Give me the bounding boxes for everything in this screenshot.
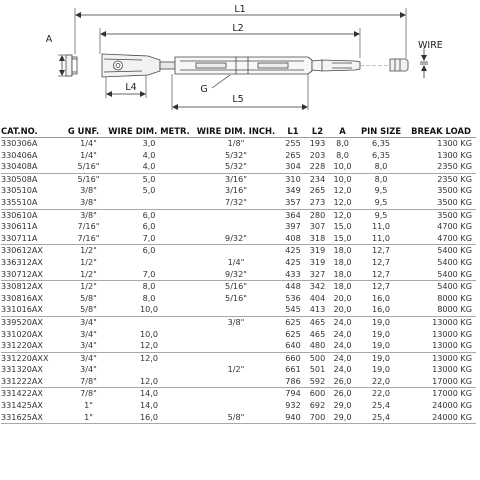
table-cell: 330612AX xyxy=(1,245,43,256)
table-cell: 331320AX xyxy=(1,364,43,375)
table-row xyxy=(1,185,476,197)
table-cell: 11,0 xyxy=(371,221,391,232)
table-cell: 5,0 xyxy=(142,185,156,196)
table-cell: 1/4" xyxy=(80,138,97,148)
table-cell: 2350 KG xyxy=(437,173,472,184)
table-row xyxy=(1,376,476,388)
table-row xyxy=(1,150,476,162)
table-cell: 9/32" xyxy=(192,233,280,245)
table-cell: 304 xyxy=(280,161,306,173)
table-cell: 25,4 xyxy=(371,400,391,411)
table-cell: 1" xyxy=(84,400,93,411)
column-header: L2 xyxy=(306,124,329,138)
table-cell: 14,0 xyxy=(139,388,159,399)
table-cell: 3/4" xyxy=(80,316,97,327)
table-cell: 18,0 xyxy=(333,256,352,267)
table-cell: 19,0 xyxy=(371,316,391,327)
table-cell: 413 xyxy=(306,304,329,316)
table-cell: 2350 KG xyxy=(406,161,476,173)
table-cell: 3/8" xyxy=(80,185,97,196)
label-l4: L4 xyxy=(125,82,137,93)
table-row xyxy=(1,281,476,293)
table-cell xyxy=(106,316,192,328)
table-cell: 1300 KG xyxy=(437,149,472,160)
table-cell: 24,0 xyxy=(333,352,352,363)
table-cell: 22,0 xyxy=(356,376,406,388)
table-cell: 19,0 xyxy=(356,340,406,352)
table-cell: 20,0 xyxy=(333,292,352,303)
table-cell: 5/16" xyxy=(61,161,106,173)
table-cell: 29,0 xyxy=(333,400,352,411)
table-cell: 273 xyxy=(306,197,329,209)
table-cell: 6,0 xyxy=(142,245,156,256)
table-cell: 19,0 xyxy=(371,328,391,339)
table-cell: 16,0 xyxy=(106,412,192,424)
table-cell: 661 xyxy=(285,364,301,375)
table-cell: 12,0 xyxy=(106,340,192,352)
table-cell: 3500 KG xyxy=(406,197,476,209)
table-cell: 12,0 xyxy=(106,376,192,388)
table-row xyxy=(1,400,476,412)
table-cell: 10,0 xyxy=(106,304,192,316)
table-cell: 3/4" xyxy=(80,352,97,363)
table-cell: 29,0 xyxy=(329,412,356,424)
table-cell: 330406A xyxy=(1,149,38,160)
table-cell: 5/8" xyxy=(80,292,97,303)
table-cell: 331220AX xyxy=(1,340,61,352)
table-cell: 331422AX xyxy=(1,388,43,399)
table-cell: 310 xyxy=(285,173,301,184)
table-cell: 331425AX xyxy=(1,400,43,411)
table-cell: 4,0 xyxy=(106,161,192,173)
table-cell: 12,7 xyxy=(371,256,391,267)
table-row xyxy=(1,304,476,316)
label-l2: L2 xyxy=(232,23,244,34)
table-cell: 465 xyxy=(309,316,326,327)
table-cell: 692 xyxy=(309,400,326,411)
table-cell: 500 xyxy=(309,352,326,363)
table-cell: 1/2" xyxy=(80,256,97,267)
table-cell: 319 xyxy=(309,256,326,267)
table-cell: 6,35 xyxy=(371,138,391,148)
table-cell: 331222AX xyxy=(1,376,61,388)
table-cell xyxy=(192,209,280,221)
table-cell: 3/4" xyxy=(80,328,97,339)
table-cell: 4,0 xyxy=(142,149,156,160)
table-cell: 331016AX xyxy=(1,304,61,316)
table-cell: 3/8" xyxy=(227,316,245,327)
table-cell: 13000 KG xyxy=(406,340,476,352)
table-cell: 15,0 xyxy=(329,233,356,245)
table-cell: 3500 KG xyxy=(437,209,472,220)
table-cell: 265 xyxy=(309,185,326,196)
table-cell: 331220AXX xyxy=(1,352,49,363)
table-cell: 1/2" xyxy=(227,364,245,375)
table-row xyxy=(1,293,476,305)
table-cell: 1/8" xyxy=(227,138,245,148)
table-cell: 7/16" xyxy=(77,221,100,232)
table-cell: 794 xyxy=(285,388,301,399)
table-cell: 7/8" xyxy=(61,376,106,388)
table-cell: 330712AX xyxy=(1,269,61,281)
table-cell: 397 xyxy=(285,221,301,232)
table-cell: 592 xyxy=(306,376,329,388)
table-cell: 330508A xyxy=(1,173,38,184)
table-row xyxy=(1,340,476,352)
table-cell: 9/32" xyxy=(192,269,280,281)
table-cell: 7,0 xyxy=(106,233,192,245)
table-cell: 8,0 xyxy=(356,161,406,173)
table-row xyxy=(1,352,476,364)
table-cell xyxy=(106,197,192,209)
table-cell: 24000 KG xyxy=(432,400,472,411)
table-cell: 3/8" xyxy=(80,209,97,220)
table-cell: 330510A xyxy=(1,185,38,196)
table-row xyxy=(1,364,476,376)
table-cell: 330816AX xyxy=(1,292,43,303)
table-cell xyxy=(192,400,280,412)
table-row xyxy=(1,412,476,424)
table-cell: 12,7 xyxy=(371,281,391,292)
table-cell: 12,0 xyxy=(139,352,159,363)
table-row xyxy=(1,138,476,150)
table-cell: 18,0 xyxy=(329,269,356,281)
table-cell: 339520AX xyxy=(1,316,43,327)
label-wire: WIRE xyxy=(418,40,443,51)
technical-drawing xyxy=(0,0,480,122)
table-cell: 501 xyxy=(309,364,326,375)
table-cell: 331625AX xyxy=(1,412,61,424)
table-cell: 364 xyxy=(285,209,301,220)
table-cell: 12,0 xyxy=(329,197,356,209)
table-cell xyxy=(192,340,280,352)
table-cell: 5400 KG xyxy=(437,256,472,267)
table-cell: 12,0 xyxy=(333,185,352,196)
table-cell: 8,0 xyxy=(374,173,388,184)
table-cell: 330610A xyxy=(1,209,38,220)
column-header: A xyxy=(329,124,356,138)
table-cell: 16,0 xyxy=(356,304,406,316)
table-cell: 228 xyxy=(306,161,329,173)
table-cell: 318 xyxy=(306,233,329,245)
table-row xyxy=(1,221,476,233)
table-cell: 330812AX xyxy=(1,281,43,292)
table-cell: 26,0 xyxy=(329,376,356,388)
table-cell: 335510A xyxy=(1,197,61,209)
table-cell xyxy=(192,376,280,388)
table-row xyxy=(1,161,476,173)
table-cell: 10,0 xyxy=(333,173,352,184)
table-cell: 9,5 xyxy=(374,185,388,196)
table-cell: 14,0 xyxy=(139,400,159,411)
table-cell: 1/4" xyxy=(80,149,97,160)
table-cell: 336312AX xyxy=(1,256,43,267)
table-cell: 3/16" xyxy=(225,185,247,196)
table-cell: 625 xyxy=(285,316,301,327)
table-cell: 280 xyxy=(309,209,326,220)
table-row xyxy=(1,269,476,281)
table-cell: 1/2" xyxy=(61,269,106,281)
table-cell: 24,0 xyxy=(333,364,352,375)
table-cell: 12,0 xyxy=(333,209,352,220)
table-cell: 8000 KG xyxy=(406,304,476,316)
turnbuckle-part xyxy=(66,54,408,77)
table-cell: 265 xyxy=(285,149,301,160)
column-header: G UNF. xyxy=(61,124,106,138)
table-cell: 330408A xyxy=(1,161,61,173)
table-row xyxy=(1,233,476,245)
table-cell: 4700 KG xyxy=(437,221,472,232)
table-row xyxy=(1,257,476,269)
table-cell: 19,0 xyxy=(371,352,391,363)
table-cell: 349 xyxy=(285,185,301,196)
table-row xyxy=(1,197,476,209)
g-leader-line xyxy=(212,75,230,88)
table-cell: 26,0 xyxy=(333,388,352,399)
column-header: BREAK LOAD xyxy=(406,124,476,138)
table-cell: 5/16" xyxy=(225,292,247,303)
table-cell xyxy=(192,221,280,233)
table-cell: 8,0 xyxy=(142,281,156,292)
table-cell: 625 xyxy=(285,328,301,339)
table-cell xyxy=(192,352,280,364)
table-cell xyxy=(192,245,280,257)
table-cell: 8000 KG xyxy=(437,292,472,303)
table-cell: 786 xyxy=(280,376,306,388)
table-cell: 5400 KG xyxy=(437,281,472,292)
table-cell: 3/4" xyxy=(80,364,97,375)
table-cell: 13000 KG xyxy=(432,364,472,375)
column-header: CAT.NO. xyxy=(1,124,61,138)
table-cell: 404 xyxy=(309,292,326,303)
table-cell: 600 xyxy=(309,388,326,399)
table-cell: 331020AX xyxy=(1,328,43,339)
table-cell: 330611A xyxy=(1,221,38,232)
table-cell: 425 xyxy=(285,256,301,267)
table-cell: 660 xyxy=(285,352,301,363)
table-cell: 330306A xyxy=(1,138,38,148)
table-cell: 5/8" xyxy=(192,412,280,424)
table-cell: 536 xyxy=(285,292,301,303)
table-cell: 9,5 xyxy=(356,197,406,209)
table-cell: 545 xyxy=(280,304,306,316)
table-cell: 10,0 xyxy=(329,161,356,173)
table-cell xyxy=(192,329,280,341)
table-cell: 18,0 xyxy=(333,281,352,292)
table-cell: 17000 KG xyxy=(406,376,476,388)
specification-table xyxy=(1,124,476,424)
table-cell: 940 xyxy=(280,412,306,424)
table-cell xyxy=(192,304,280,316)
table-cell: 6,0 xyxy=(142,221,156,232)
table-cell: 5/8" xyxy=(61,304,106,316)
table-cell: 640 xyxy=(280,340,306,352)
table-cell: 24,0 xyxy=(333,328,352,339)
table-cell: 255 xyxy=(285,138,301,148)
table-cell: 24,0 xyxy=(333,316,352,327)
table-cell: 24000 KG xyxy=(406,412,476,424)
table-cell: 203 xyxy=(309,149,326,160)
table-cell: 3/16" xyxy=(225,173,247,184)
table-cell: 1" xyxy=(61,412,106,424)
table-cell: 3,0 xyxy=(142,138,156,148)
table-cell: 932 xyxy=(285,400,301,411)
table-row xyxy=(1,245,476,257)
table-cell: 465 xyxy=(309,328,326,339)
table-cell: 7,0 xyxy=(106,269,192,281)
table-cell: 1300 KG xyxy=(437,138,472,148)
label-l5: L5 xyxy=(232,94,244,105)
table-cell: 10,0 xyxy=(139,328,159,339)
table-row xyxy=(1,209,476,221)
column-header: L1 xyxy=(280,124,306,138)
column-header: WIRE DIM. METR. xyxy=(106,124,192,138)
table-cell: 700 xyxy=(306,412,329,424)
table-cell: 330711A xyxy=(1,233,61,245)
table-cell: 3/8" xyxy=(61,197,106,209)
table-cell: 327 xyxy=(306,269,329,281)
table-cell: 18,0 xyxy=(333,245,352,256)
table-cell: 319 xyxy=(309,245,326,256)
table-cell: 13000 KG xyxy=(432,352,472,363)
label-l1: L1 xyxy=(234,4,246,15)
table-cell: 1/4" xyxy=(227,256,245,267)
table-cell: 1/2" xyxy=(80,245,97,256)
table-cell: 5/16" xyxy=(77,173,100,184)
table-cell: 11,0 xyxy=(356,233,406,245)
table-cell: 12,7 xyxy=(356,269,406,281)
table-cell: 8,0 xyxy=(336,138,349,148)
table-row xyxy=(1,388,476,400)
column-header: WIRE DIM. INCH. xyxy=(192,124,280,138)
table-cell: 8,0 xyxy=(142,292,156,303)
table-row xyxy=(1,329,476,341)
table-cell: 24,0 xyxy=(329,340,356,352)
table-cell: 7/32" xyxy=(192,197,280,209)
table-body xyxy=(1,138,476,424)
table-cell: 17000 KG xyxy=(432,388,472,399)
table-cell: 5400 KG xyxy=(406,269,476,281)
table-cell: 6,0 xyxy=(142,209,156,220)
table-row xyxy=(1,316,476,328)
table-cell xyxy=(106,364,192,376)
table-cell: 5,0 xyxy=(142,173,156,184)
table-cell: 357 xyxy=(280,197,306,209)
table-cell: 15,0 xyxy=(333,221,352,232)
table-cell: 5/32" xyxy=(192,161,280,173)
table-cell: 16,0 xyxy=(371,292,391,303)
table-cell xyxy=(106,257,192,269)
table-header-row xyxy=(1,124,476,138)
table-cell: 8,0 xyxy=(336,149,349,160)
table-cell: 3500 KG xyxy=(437,185,472,196)
label-a: A xyxy=(45,34,53,45)
table-cell: 5/16" xyxy=(225,281,247,292)
table-cell: 7/8" xyxy=(80,388,97,399)
table-cell: 22,0 xyxy=(371,388,391,399)
table-cell: 25,4 xyxy=(356,412,406,424)
table-cell: 13000 KG xyxy=(432,328,472,339)
table-cell: 448 xyxy=(285,281,301,292)
table-cell xyxy=(192,388,280,400)
table-cell: 9,5 xyxy=(374,209,388,220)
table-cell: 5/32" xyxy=(225,149,247,160)
table-cell: 19,0 xyxy=(371,364,391,375)
table-cell: 480 xyxy=(306,340,329,352)
table-cell: 6,35 xyxy=(371,149,391,160)
table-cell: 342 xyxy=(309,281,326,292)
table-cell: 13000 KG xyxy=(432,316,472,327)
table-cell: 193 xyxy=(309,138,326,148)
table-cell: 234 xyxy=(309,173,326,184)
table-cell: 7/16" xyxy=(61,233,106,245)
table-cell: 307 xyxy=(309,221,326,232)
table-cell: 12,7 xyxy=(371,245,391,256)
table-cell: 20,0 xyxy=(329,304,356,316)
table-row xyxy=(1,173,476,185)
table-cell: 433 xyxy=(280,269,306,281)
table-cell: 425 xyxy=(285,245,301,256)
table-cell: 5400 KG xyxy=(437,245,472,256)
table-cell: 1/2" xyxy=(80,281,97,292)
table-cell: 3/4" xyxy=(61,340,106,352)
column-header: PIN SIZE xyxy=(356,124,406,138)
label-g: G xyxy=(200,84,208,95)
table-cell: 408 xyxy=(280,233,306,245)
table-cell: 4700 KG xyxy=(406,233,476,245)
